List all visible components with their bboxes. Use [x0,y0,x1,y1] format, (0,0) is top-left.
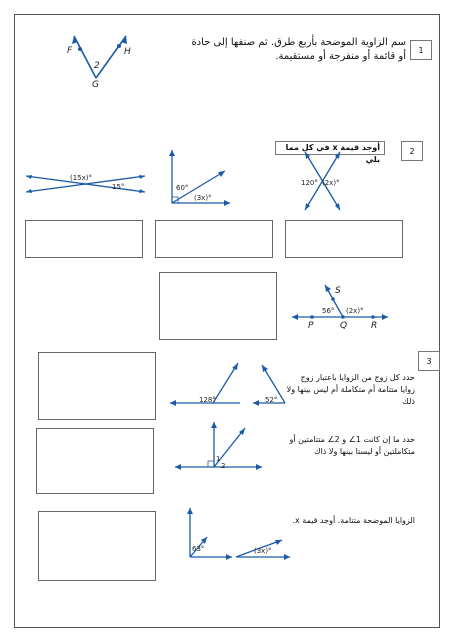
question-3-part3: الزوايا الموضحة متتامة. أوجد قيمة x. [292,516,415,525]
fig4-label-p: P [308,321,314,331]
label-g: G [92,80,99,90]
label-f: F [67,46,73,56]
fig3-label-left: 120° [301,179,318,187]
question-2-number: 2 [401,141,423,161]
fig4-label-s: S [335,286,341,296]
q3-label-angle-2: 2 [221,462,226,470]
label-h: H [124,47,131,57]
q3-label-angle-1: 1 [216,455,221,463]
label-angle-2: 2 [94,61,100,71]
fig4-label-q: Q [340,321,348,331]
q3-label-a: 128° [199,396,216,404]
question-3-part1: حدد كل زوج من الزوايا باعتبار زوج زوايا متتامة أم متكاملة أم ليس بينها ولا ذلك [286,373,415,406]
fig4-label-left: 56° [322,307,335,315]
fig1-label-right: 15° [112,183,125,191]
q3-label-63: 63° [192,545,205,553]
question-2-instruction: أوجد قيمة x في كل مما يلي [275,141,385,155]
fig3-label-right: (2x)° [322,179,340,187]
question-3-number: 3 [418,351,440,371]
question-1-text: سم الزاوية الموضحة بأربع طرق. ثم صنفها إلى حادة أو قائمة أو منفرجة أو مستقيمة. [191,37,406,62]
question-3-part2: حدد ما إن كانت 1∠ و 2∠ متتامتين أو متكاملتين أو ليستا بينها ولا ذاك [289,435,415,456]
fig2-label-left: 60° [176,184,189,192]
q3-label-3x: (3x)° [254,547,272,555]
fig4-label-r: R [371,321,378,331]
fig1-label-top: (15x)° [70,174,93,182]
question-1-number: 1 [410,40,432,60]
fig4-label-right: (2x)° [346,307,364,315]
fig2-label-right: (3x)° [194,194,212,202]
q3-label-b: 52° [265,396,278,404]
